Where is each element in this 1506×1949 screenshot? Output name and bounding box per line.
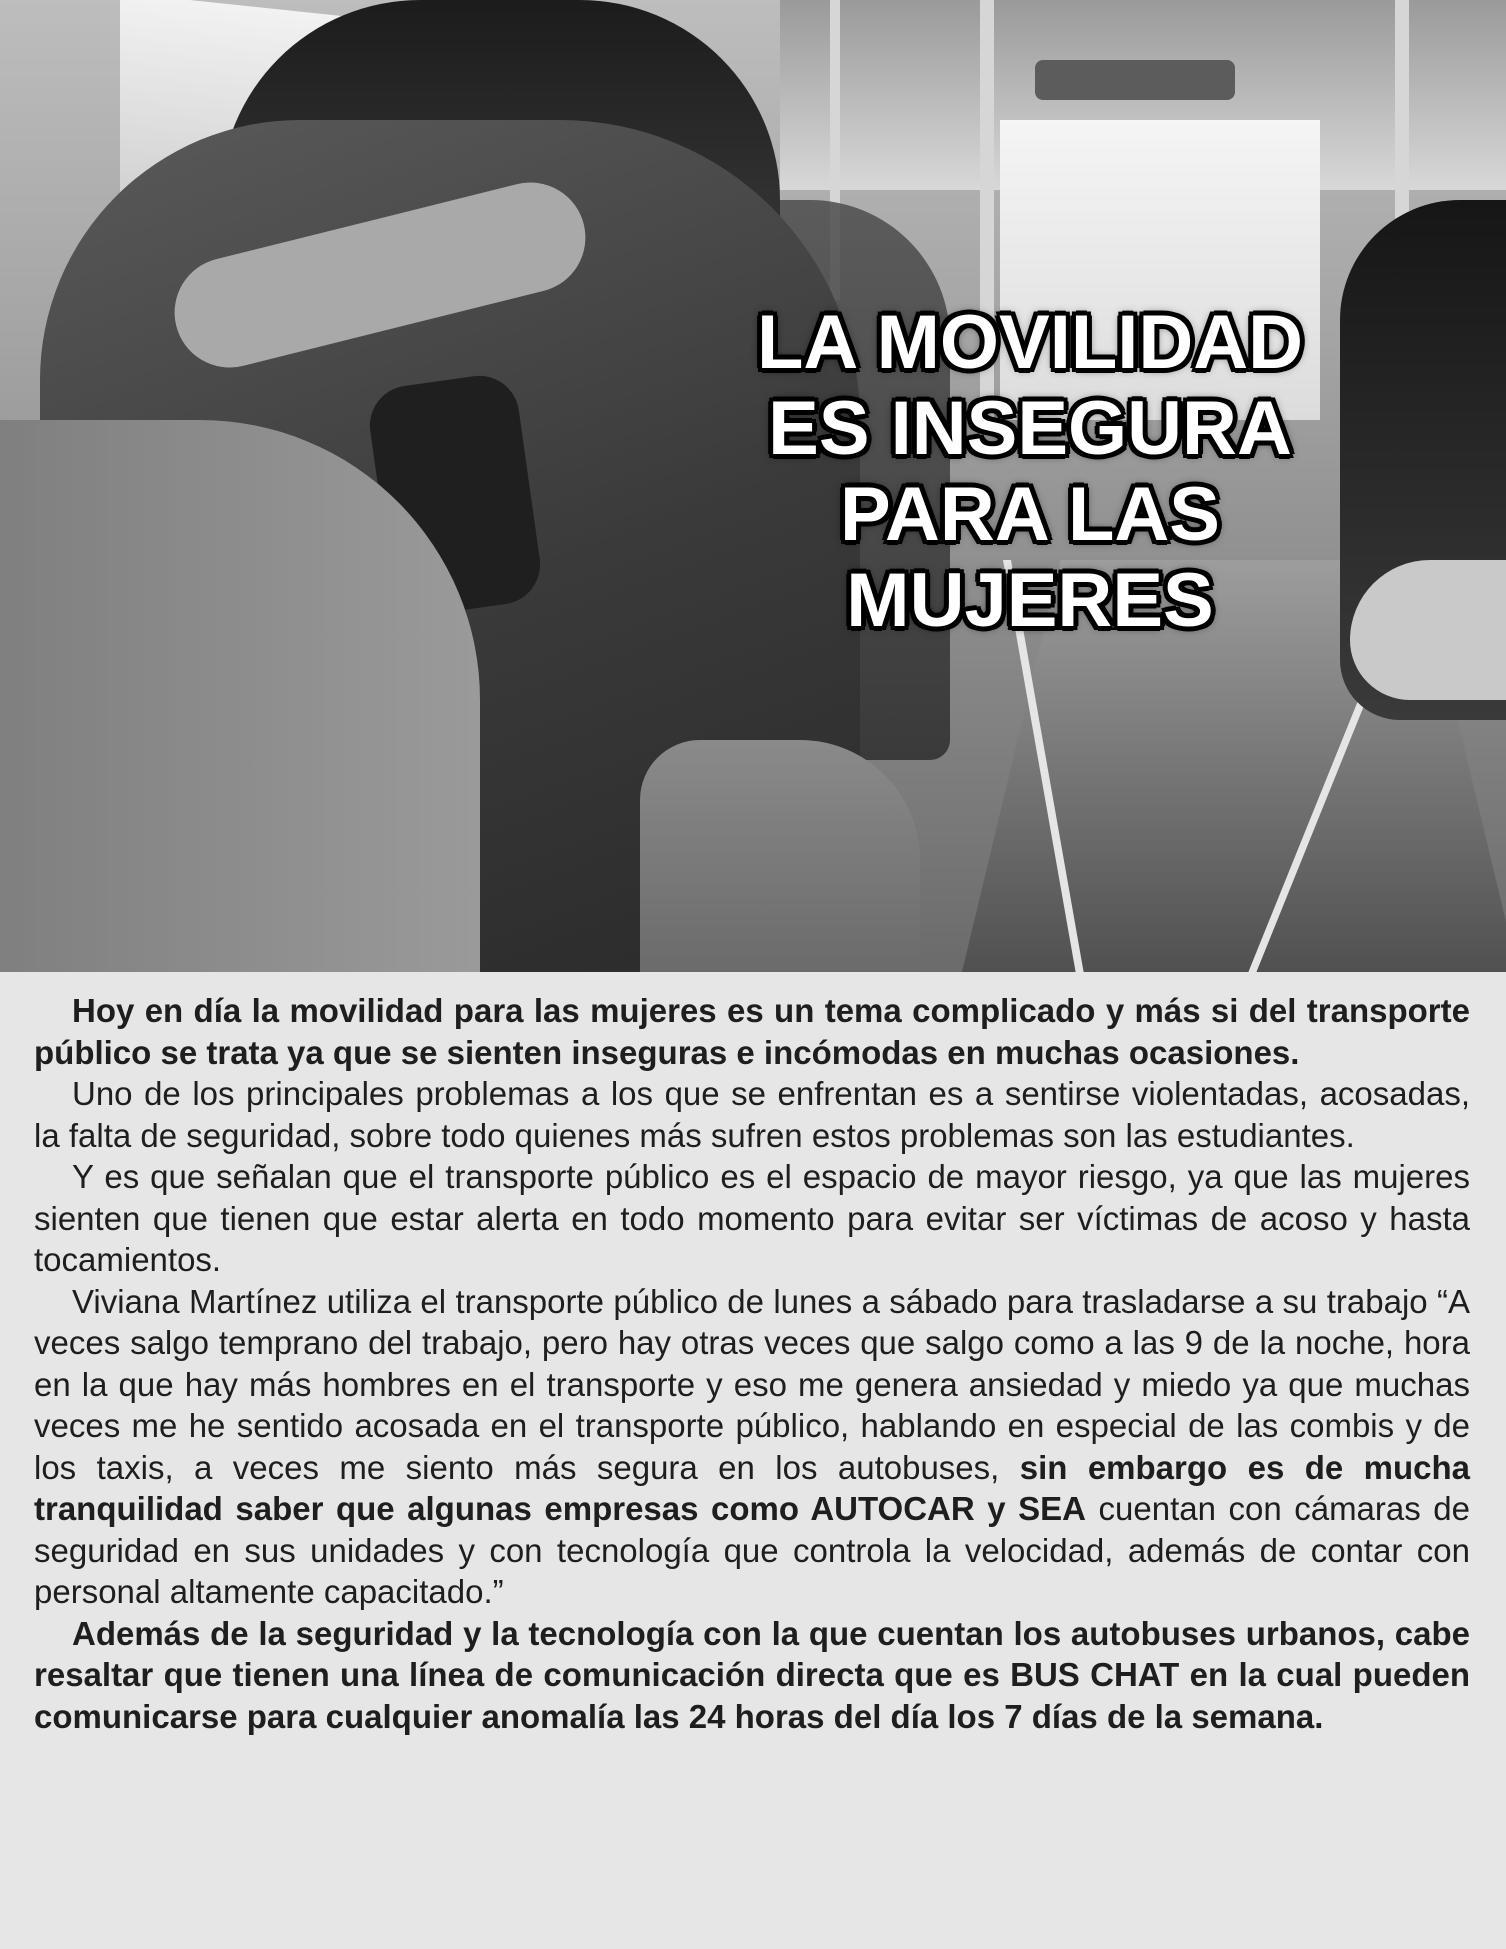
headline (740, 300, 1320, 644)
article-paragraph-closing: Además de la seguridad y la tecnología con la que cuentan los autobuses urbanos, cabe resaltar que tienen una línea de comunicación directa que es BUS CHAT en la cual pueden comunicarse para cualquier anomalía las 24 horas del día los 7 días de la semana. (34, 1614, 1470, 1735)
quote-text: Viviana Martínez utiliza el transporte público de lunes a sábado para trasladarse a su trabajo “A veces salgo temprano del trabajo, pero hay otras veces que salgo como a las 9 de la noche, hora en la que hay más hombres en el transporte y eso me genera ansiedad y miedo ya que muchas veces me he sentido acosada en el transporte público, hablando en especial de las combis y de los taxis, a veces me siento más segura en los autobuses, (34, 1282, 1470, 1486)
headline-line: LA MOVILIDAD (756, 300, 1304, 385)
quote-highlight: sin embargo es de mucha tranquilidad saber que algunas empresas como AUTOCAR y SEA (34, 1448, 1470, 1527)
passenger-legs (640, 740, 920, 972)
article-paragraph: Uno de los principales problemas a los que se enfrentan es a sentirse violentadas, acosadas, la falta de seguridad, sobre todo quienes más sufren estos problemas son las estudiantes. (34, 1075, 1470, 1154)
bus-sign (1035, 60, 1235, 100)
headline-line: PARA LAS (840, 472, 1220, 557)
headline-line: ES INSEGURA (768, 386, 1292, 471)
quote-text: cuentan con cámaras de seguridad en sus unidades y con tecnología que controla la velocidad, además de contar con personal altamente capacitado.” (34, 1490, 1470, 1610)
article-paragraph: Y es que señalan que el transporte público es el espacio de mayor riesgo, ya que las mujeres sienten que tienen que estar alerta en todo momento para evitar ser víctimas de acoso y hasta tocamientos. (34, 1158, 1470, 1278)
article-body (34, 990, 1470, 1737)
article-paragraph-quote (34, 1281, 1470, 1613)
article-paragraph-intro: Hoy en día la movilidad para las mujeres es un tema complicado y más si del transporte público se trata ya que se sienten inseguras e incómodas en muchas ocasiones. (34, 992, 1470, 1071)
headline-line: MUJERES (846, 558, 1214, 643)
